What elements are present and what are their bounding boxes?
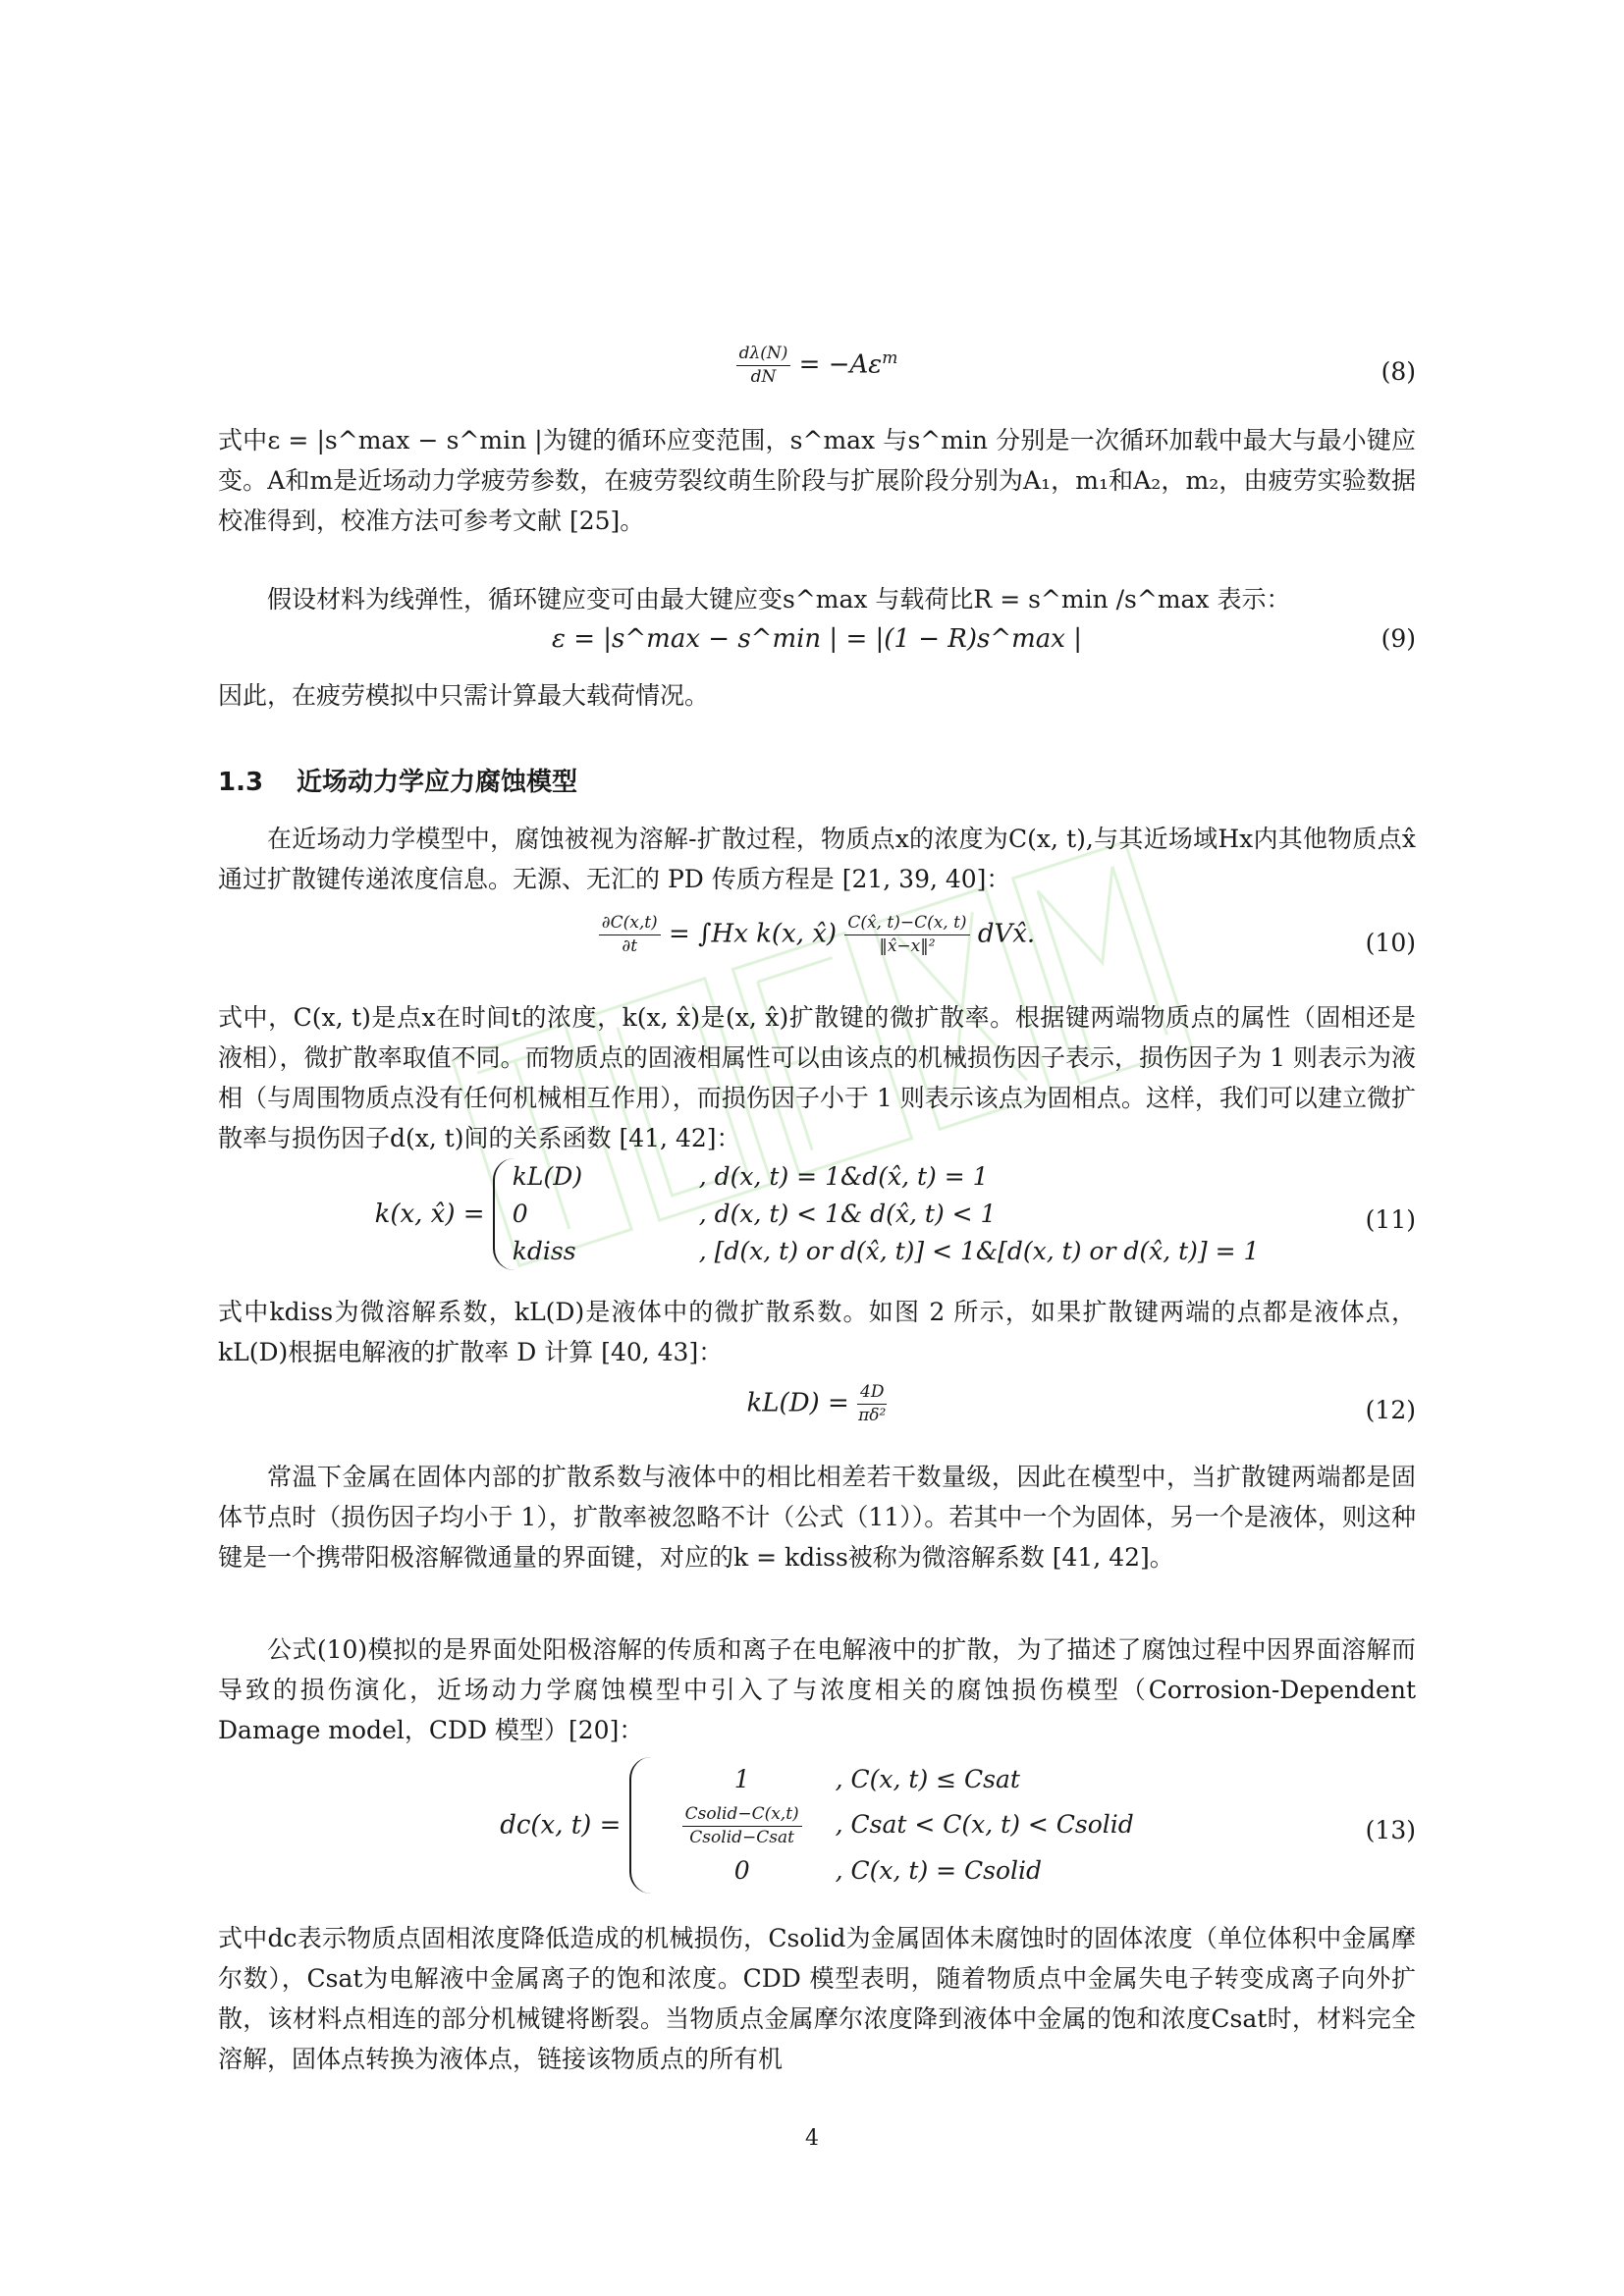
eq10-rhs-fraction: $\frac{C(x̂, t)-C(x, t)}{\text{‖x̂−x‖²}}$	[844, 913, 969, 957]
paragraph-7: 常温下金属在固体内部的扩散系数与液体中的相比相差若干数量级，因此在模型中，当扩散键两端都是固体节点时（损伤因子均小于 1），扩散率被忽略不计（公式（11））。若其中一个为固体，另一个是液体，则这种键是一个携带阳极溶解微通量的界面键，对应的k = kdiss被称为微溶解系数 [41, 42]。	[218, 1463, 1416, 1572]
eq13-case-row: $\frac{\text{Csolid−C(x,t)}}{\text{Csolid−Csat}}$ , Csat < C(x, t) < Csolid	[649, 1802, 1134, 1848]
eq13-number: (13)	[1365, 1816, 1416, 1844]
eq11-case-row: 0 , d(x, t) < 1& d(x̂, t) < 1	[512, 1200, 997, 1228]
equation-12	[218, 1382, 1416, 1441]
eq8-rhs: = −Aε	[798, 349, 883, 380]
eq13-cases	[629, 1757, 1134, 1894]
eq11-number: (11)	[1365, 1205, 1416, 1234]
paragraph-3: 因此，在疲劳模拟中只需计算最大载荷情况。	[218, 681, 710, 710]
eq12-number: (12)	[1365, 1396, 1416, 1424]
eq13-lhs: dc(x, t) =	[500, 1810, 622, 1841]
paragraph-1: 式中ε = |s^max − s^min |为键的循环应变范围，s^max 与s^min 分别是一次循环加载中最大与最小键应变。A和m是近场动力学疲劳参数，在疲劳裂纹萌生阶段与扩展阶段分别为A₁，m₁和A₂，m₂，由疲劳实验数据校准得到，校准方法可参考文献 [25]。	[218, 426, 1416, 535]
section-number: 1.3	[218, 768, 264, 797]
equation-8	[218, 344, 1416, 402]
eq8-denominator: dN	[750, 367, 777, 387]
equation-10	[218, 913, 1416, 982]
paragraph-4: 在近场动力学模型中，腐蚀被视为溶解-扩散过程，物质点x的浓度为C(x, t),与其近场域Hx内其他物质点x̂通过扩散键传递浓度信息。无源、无汇的 PD 传质方程是 [21, 39, 40]：	[218, 825, 1416, 893]
eq11-lhs: k(x, x̂) =	[374, 1200, 485, 1229]
eq12-fraction: $\frac{4D}{\text{πδ²}}$	[858, 1382, 887, 1425]
eq13-case-row: 1 , C(x, t) ≤ Csat	[733, 1765, 1020, 1793]
eq10-tail: dVx̂.	[977, 919, 1036, 949]
equation-13	[218, 1757, 1416, 1904]
eq9-number: (9)	[1380, 624, 1416, 653]
eq8-number: (8)	[1380, 357, 1416, 386]
paragraph-9: 式中dc表示物质点固相浓度降低造成的机械损伤，Csolid为金属固体未腐蚀时的固体浓度（单位体积中金属摩尔数），Csat为电解液中金属离子的饱和浓度。CDD 模型表明，随着物质点中金属失电子转变成离子向外扩散，该材料点相连的部分机械键将断裂。当物质点金属摩尔浓度降到液体中金属的饱和浓度Csat时，材料完全溶解，固体点转换为液体点，链接该物质点的所有机	[218, 1924, 1416, 2073]
eq8-fraction	[736, 344, 791, 388]
eq12-lhs: kL(D) =	[746, 1388, 849, 1418]
eq11-case-row: kL(D) , d(x, t) = 1&d(x̂, t) = 1	[512, 1162, 989, 1191]
eq13-fraction: $\frac{\text{Csolid−C(x,t)}}{\text{Csolid−Csat}}$	[682, 1804, 802, 1848]
paragraph-8: 公式(10)模拟的是界面处阳极溶解的传质和离子在电解液中的扩散，为了描述了腐蚀过程中因界面溶解而导致的损伤演化，近场动力学腐蚀模型中引入了与浓度相关的腐蚀损伤模型（Corrosion-Dependent Damage model，CDD 模型）[20]：	[218, 1635, 1416, 1744]
eq8-numerator: dλ(N)	[736, 344, 791, 366]
eq10-lhs-fraction: $\frac{\partial C(x,t)}{\partial t}$	[599, 913, 661, 957]
eq9-body: ε = |s^max − s^min | = |(1 − R)s^max |	[552, 624, 1082, 654]
paragraph-6: 式中kdiss为微溶解系数，kL(D)是液体中的微扩散系数。如图 2 所示，如果扩散键两端的点都是液体点，kL(D)根据电解液的扩散率 D 计算 [40, 43]：	[218, 1298, 1416, 1366]
page-number: 4	[805, 2126, 819, 2151]
eq13-case-row: 0 , C(x, t) = Csolid	[733, 1856, 1043, 1885]
equation-9	[218, 620, 1416, 664]
section-heading	[218, 762, 577, 798]
eq11-case-row: kdiss , [d(x, t) or d(x̂, t)] < 1&[d(x, t) or d(x̂, t)] = 1	[512, 1237, 1260, 1265]
equation-11	[218, 1158, 1416, 1286]
eq10-integral: = ∫Hx k(x, x̂)	[668, 919, 838, 949]
paragraph-5: 式中，C(x, t)是点x在时间t的浓度，k(x, x̂)是(x, x̂)扩散键的微扩散率。根据键两端物质点的属性（固相还是液相），微扩散率取值不同。而物质点的固液相属性可以由该点的机械损伤因子表示，损伤因子为 1 则表示为液相（与周围物质点没有任何机械相互作用），而损伤因子小于 1 则表示该点为固相点。这样，我们可以建立微扩散率与损伤因子d(x, t)间的关系函数 [41, 42]：	[218, 1003, 1416, 1152]
eq8-exponent: m	[882, 347, 898, 368]
eq10-number: (10)	[1365, 929, 1416, 957]
section-title: 近场动力学应力腐蚀模型	[297, 768, 578, 797]
paragraph-2: 假设材料为线弹性，循环键应变可由最大键应变s^max 与载荷比R = s^min /s^max 表示：	[267, 585, 1291, 614]
eq11-cases	[493, 1158, 1260, 1270]
